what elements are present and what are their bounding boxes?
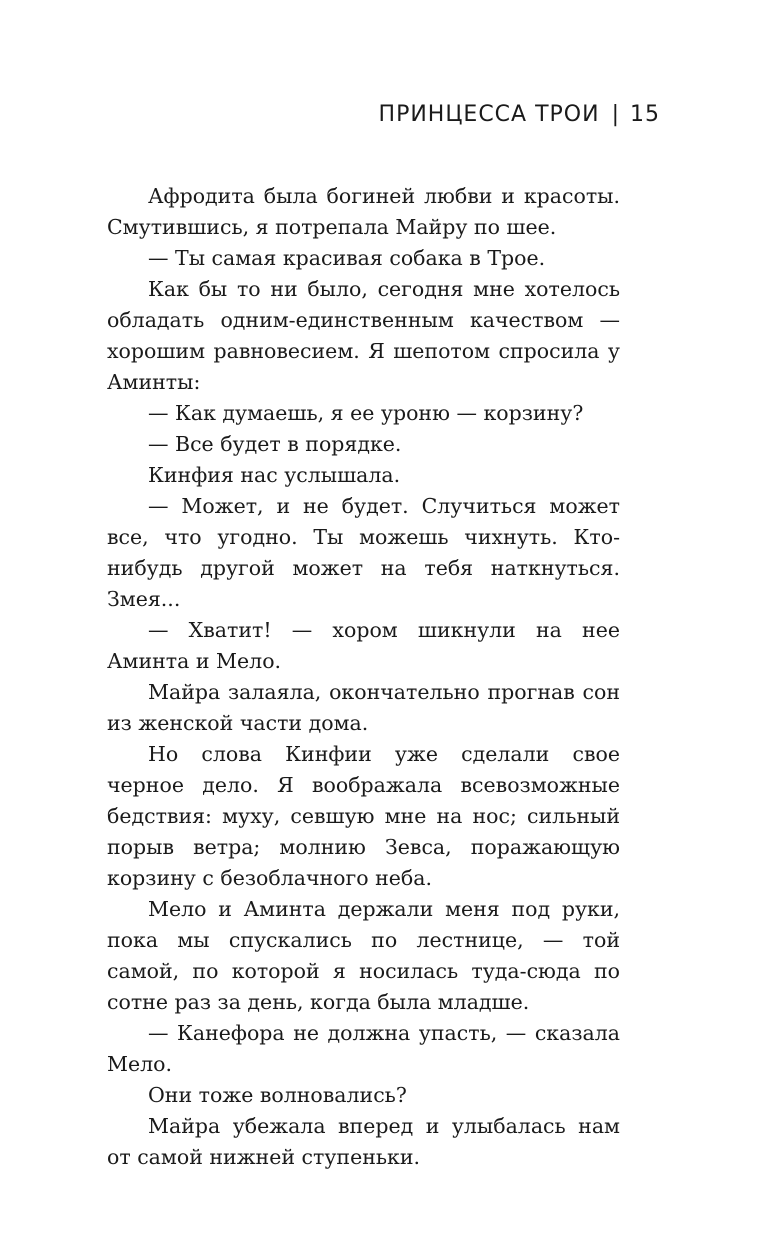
header-separator: | (611, 102, 620, 127)
paragraph: — Хватит! — хором шикнули на нее Аминта и Мело. (107, 618, 620, 673)
book-title: ПРИНЦЕССА ТРОИ (378, 102, 600, 127)
paragraph: — Все будет в порядке. (148, 432, 402, 456)
paragraph: Афродита была богиней любви и красоты. Смутившись, я потрепала Майру по шее. (107, 184, 620, 239)
paragraph: Но слова Кинфии уже сделали свое черное дело. Я воображала всевозможные бедствия: муху, севшую мне на нос; сильный порыв ветра; молнию Зевса, поражающую корзину с безоблачного неба. (107, 742, 620, 890)
body-text (107, 181, 620, 1173)
running-header (0, 100, 660, 130)
paragraph: Мело и Аминта держали меня под руки, пока мы спускались по лестнице, — той самой, по которой я носилась туда-сюда по сотне раз за день, когда была младше. (107, 897, 620, 1014)
paragraph: — Может, и не будет. Случиться может все, что угодно. Ты можешь чихнуть. Кто-нибудь другой может на тебя наткнуться. Змея... (107, 494, 620, 611)
paragraph: — Канефора не должна упасть, — сказала Мело. (107, 1021, 620, 1076)
paragraph: Майра залаяла, окончательно прогнав сон из женской части дома. (107, 680, 620, 735)
paragraph: — Ты самая красивая собака в Трое. (148, 246, 546, 270)
paragraph: Они тоже волновались? (148, 1083, 407, 1107)
paragraph: Как бы то ни было, сегодня мне хотелось обладать одним-единственным качеством — хорошим равновесием. Я шепотом спросила у Аминты: (107, 277, 620, 394)
page-number: 15 (630, 102, 660, 127)
paragraph: — Как думаешь, я ее уроню — корзину? (148, 401, 584, 425)
paragraph: Кинфия нас услышала. (148, 463, 401, 487)
paragraph: Майра убежала вперед и улыбалась нам от самой нижней ступеньки. (107, 1114, 620, 1169)
